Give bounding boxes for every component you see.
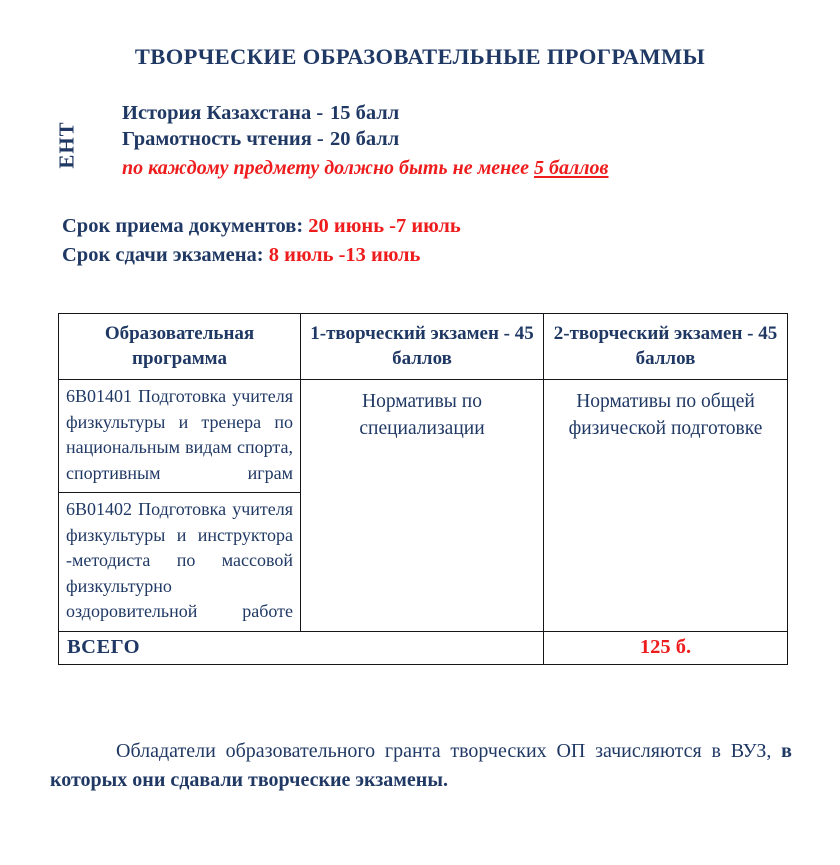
ent-note-underlined: 5 баллов (534, 157, 609, 179)
table-row (59, 380, 788, 493)
ent-section (50, 100, 790, 192)
deadline-value: 20 июнь -7 июль (308, 215, 461, 237)
ent-subject-score: 20 балл (330, 128, 400, 150)
column-header-exam-2: 2-творческий экзамен - 45 баллов (544, 314, 788, 380)
deadline-label: Срок сдачи экзамена: (62, 244, 264, 266)
ent-minimum-score-note (122, 157, 608, 180)
total-value: 125 б. (544, 631, 788, 664)
deadline-row (62, 212, 461, 241)
program-name-cell: 6В01401 Подготовка учителя физкультуры и тренера по национальным видам спорта, спортивным играм (59, 380, 301, 493)
ent-subject-score: 15 балл (330, 102, 400, 124)
ent-subject-row (122, 100, 608, 126)
table-total-row (59, 631, 788, 664)
ent-subject-row (122, 126, 608, 152)
footer-text-regular: Обладатели образовательного гранта творческих ОП зачисляются в ВУЗ, (116, 740, 772, 762)
deadline-label: Срок приема документов: (62, 215, 304, 237)
column-header-program: Образовательная программа (59, 314, 301, 380)
page-title: ТВОРЧЕСКИЕ ОБРАЗОВАТЕЛЬНЫЕ ПРОГРАММЫ (134, 44, 706, 69)
total-label: ВСЕГО (59, 631, 544, 664)
programs-table (58, 313, 788, 665)
ent-label-text: ЕНТ (54, 121, 79, 169)
footer-text-bold: в которых они сдавали творческие экзамены. (50, 740, 792, 791)
ent-subject-name: История Казахстана - (122, 102, 324, 124)
ent-subject-name: Грамотность чтения - (122, 128, 324, 150)
table-header-row (59, 314, 788, 380)
deadline-value: 8 июль -13 июль (268, 244, 421, 266)
ent-subject-list (122, 100, 608, 180)
exam-2-content-cell: Нормативы по общей физической подготовке (544, 380, 788, 632)
exam-1-content-cell: Нормативы по специализации (301, 380, 544, 632)
deadlines-section (62, 212, 461, 270)
ent-vertical-label (50, 106, 84, 184)
program-name-cell: 6В01402 Подготовка учителя физкультуры и инструктора -методиста по массовой физкультурно оздоровительной работе (59, 493, 301, 632)
deadline-row (62, 241, 461, 270)
ent-note-prefix: по каждому предмету должно быть не менее (122, 157, 535, 179)
footer-note (50, 737, 792, 795)
column-header-exam-1: 1-творческий экзамен - 45 баллов (301, 314, 544, 380)
